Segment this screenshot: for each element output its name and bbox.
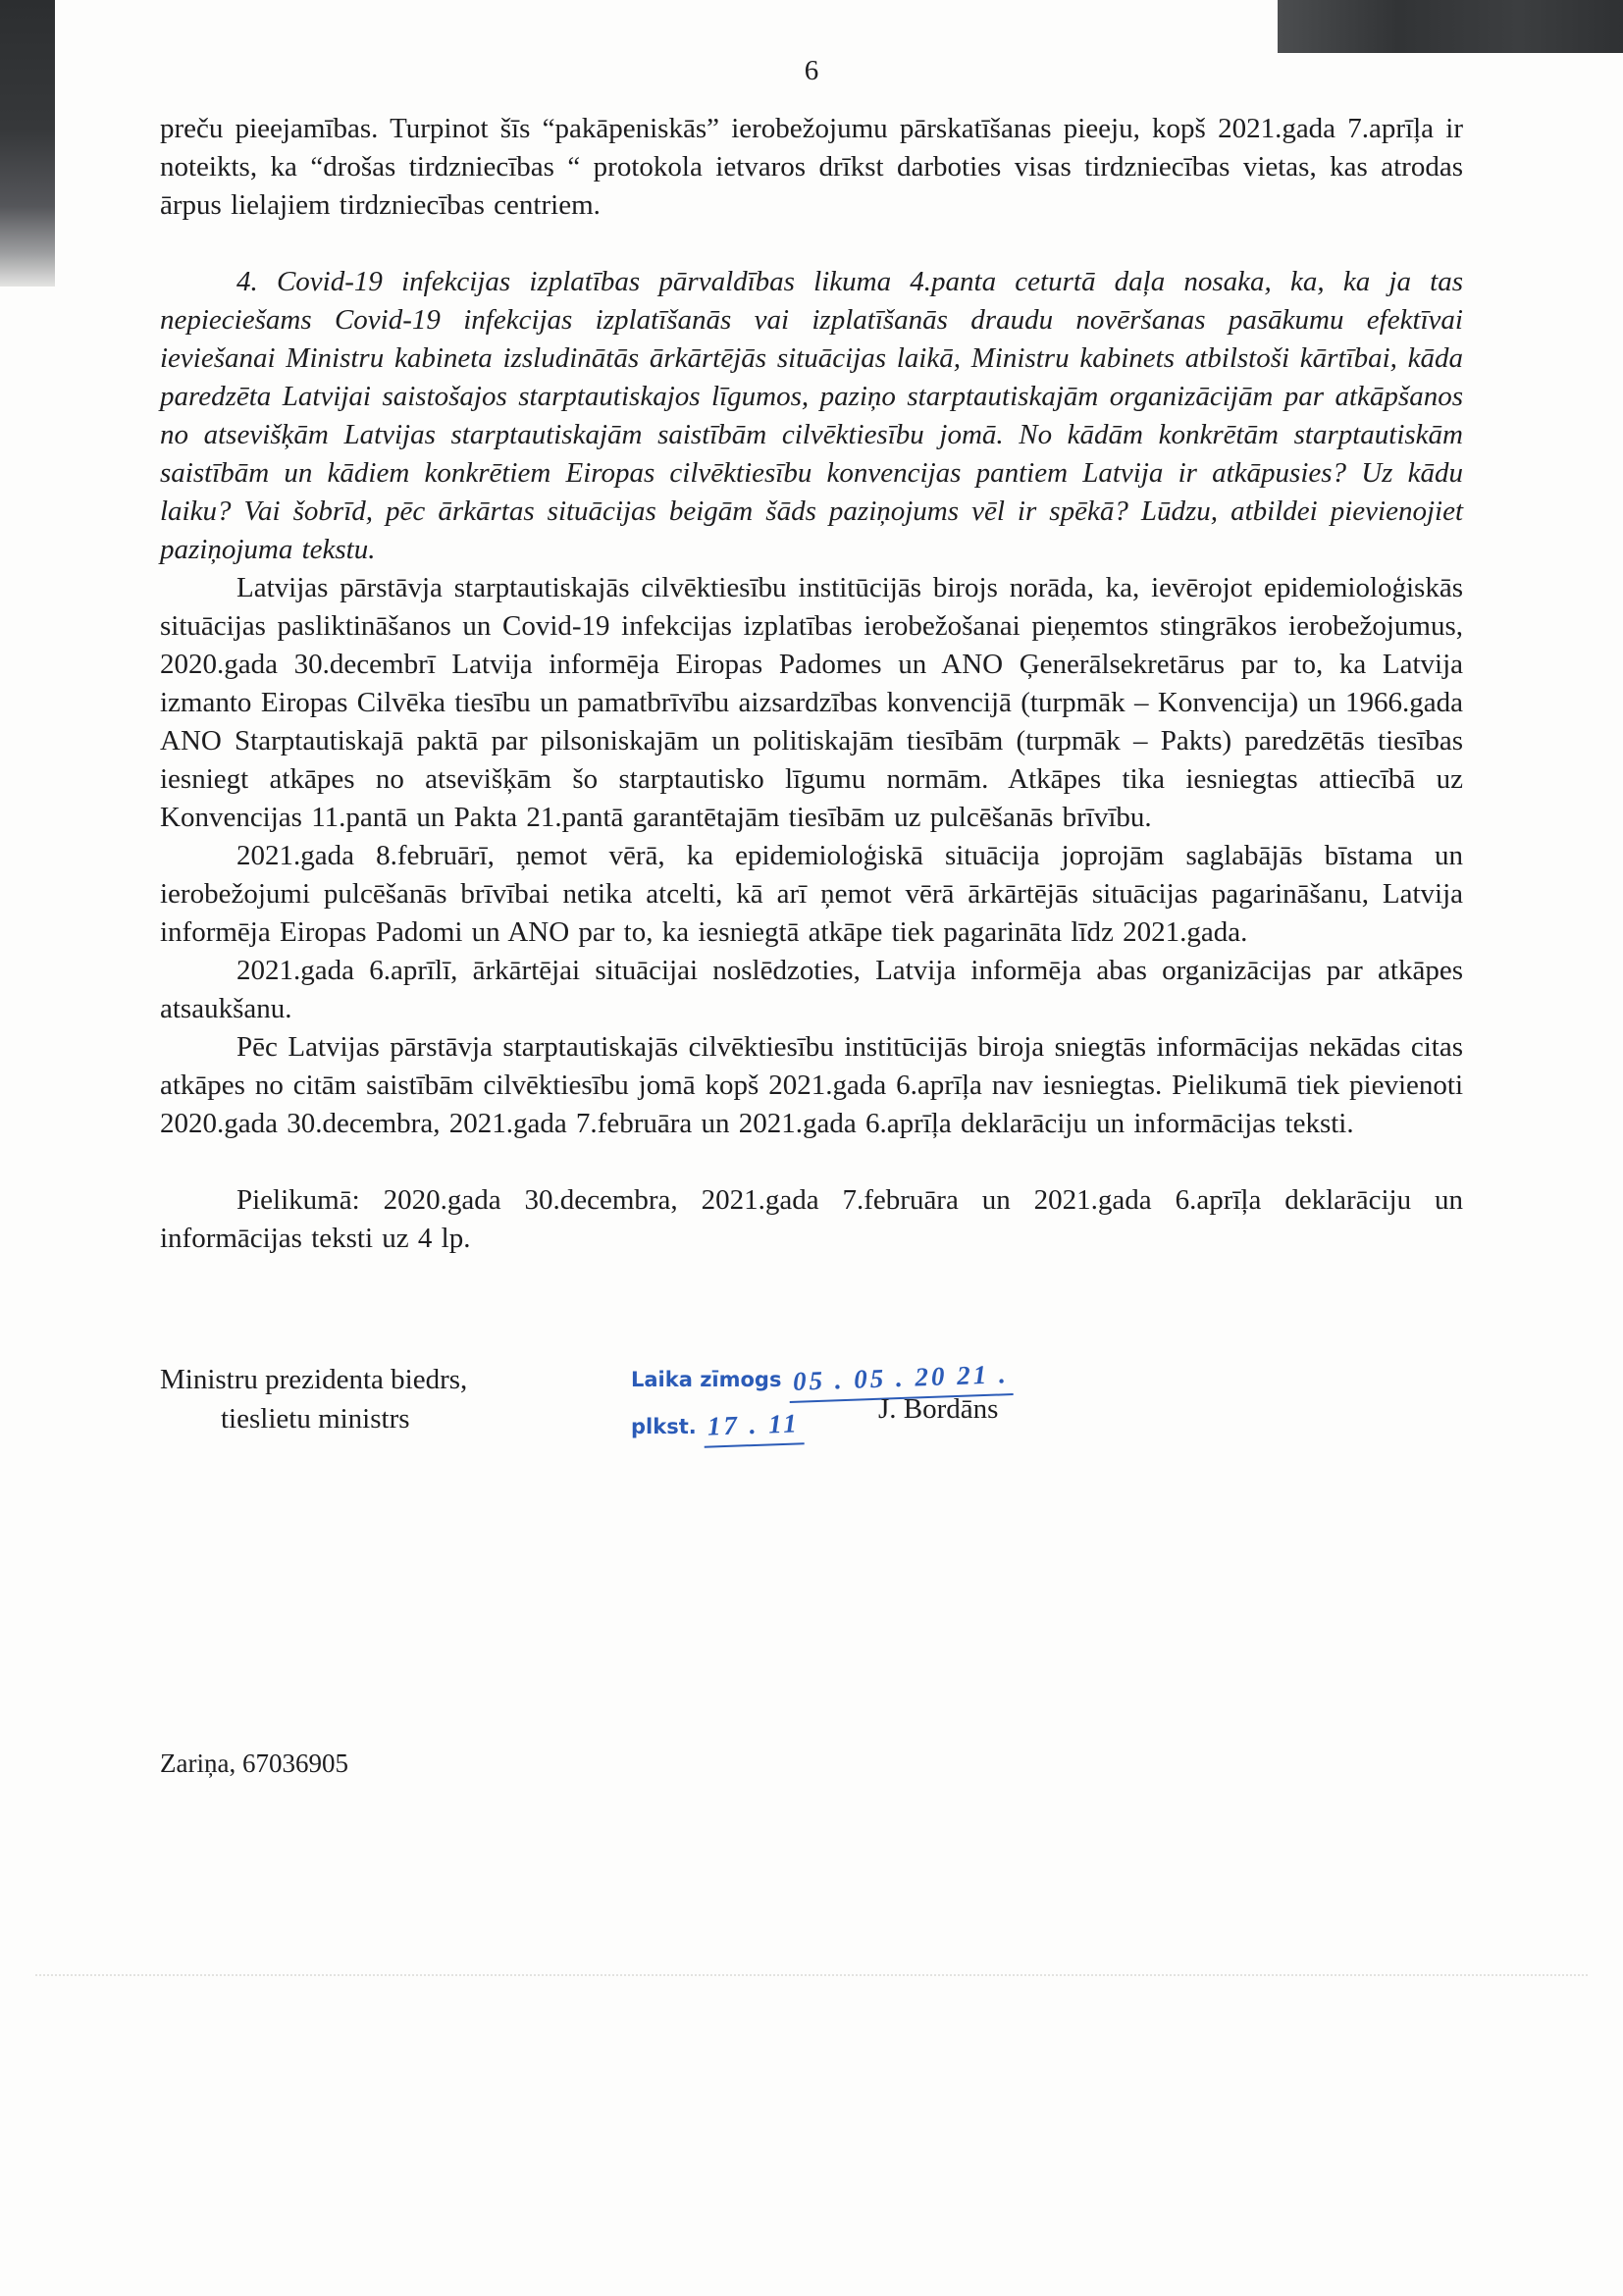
contact-person: Zariņa, 67036905 [160,1748,348,1778]
signer-role-line1: Ministru prezidenta biedrs, [160,1364,468,1395]
time-stamp-date-value: 05 . 05 . 20 21 . [788,1354,1013,1403]
signer-name: J. Bordāns [878,1393,999,1425]
question-paragraph: 4. Covid-19 infekcijas izplatības pārvaldības likuma 4.panta ceturtā daļa nosaka, ka, ka ja tas nepieciešams Covid-19 infekcijas izplatīšanās vai izplatīšanās draudu novēršanas pasākumu efektīvai ieviešanai Ministru kabineta izsludinātās ārkārtējās situācijas laikā, Ministru kabinets atbilstoši kārtībai, kāda paredzēta Latvijai saistošajos starptautiskajos līgumos, paziņo starptautiskajām organizācijām par atkāpšanos no atsevišķām Latvijas starptautiskajām saistībām cilvēktiesību jomā. No kādām konkrētām starptautiskām saistībām un kādiem konkrētiem Eiropas cilvēktiesību konvencijas pantiem Latvija ir atkāpusies? Uz kādu laiku? Vai šobrīd, pēc ārkārtas situācijas beigām šāds paziņojums vēl ir spēkā? Lūdzu, atbildei pievienojiet paziņojuma tekstu. [160,266,1463,565]
attachment-paragraph: Pielikumā: 2020.gada 30.decembra, 2021.gada 7.februāra un 2021.gada 6.aprīļa deklarāciju un informācijas teksti uz 4 lp. [160,1184,1463,1254]
scan-artifact-left-edge [0,0,55,287]
body-paragraph-conclusion: Pēc Latvijas pārstāvja starptautiskajās cilvēktiesību institūcijās biroja sniegtās informācijas nekādas citas atkāpes no citām saistībām cilvēktiesību jomā kopš 2021.gada 6.aprīļa nav iesniegtas. Pielikumā tiek pievienoti 2020.gada 30.decembra, 2021.gada 7.februāra un 2021.gada 6.aprīļa deklarāciju un informācijas teksti. [160,1031,1463,1139]
page-number: 6 [804,55,819,86]
time-stamp-date-label: Laika zīmogs [631,1368,782,1391]
body-paragraph-april: 2021.gada 6.aprīlī, ārkārtējai situācijai noslēdzoties, Latvija informēja abas organizācijas par atkāpes atsaukšanu. [160,955,1463,1024]
scan-artifact-faint-line [35,1974,1588,1976]
document-body [160,110,1463,1511]
time-stamp-date-line [631,1359,1012,1396]
signature-block [160,1359,1463,1511]
signer-role-line2: tieslietu ministrs [221,1403,410,1435]
body-paragraph-continuation: preču pieejamības. Turpinot šīs “pakāpeniskās” ierobežojumu pārskatīšanas pieeju, kopš 2021.gada 7.aprīļa ir noteikts, ka “drošas tirdzniecības “ protokola ietvaros drīkst darboties visas tirdzniecības vietas, kas atrodas ārpus lielajiem tirdzniecības centriem. [160,113,1463,221]
time-stamp-time-label: plkst. [631,1415,697,1438]
time-stamp-time-value: 17 . 11 [703,1403,804,1448]
body-paragraph-derogations: Latvijas pārstāvja starptautiskajās cilvēktiesību institūcijās birojs norāda, ka, ievērojot epidemioloģiskās situācijas pasliktināšanos un Covid-19 infekcijas izplatības ierobežošanai pieņemtos stingrākos ierobežojumus, 2020.gada 30.decembrī Latvija informēja Eiropas Padomes un ANO Ģenerālsekretārus par to, ka Latvija izmanto Eiropas Cilvēka tiesību un pamatbrīvību aizsardzības konvencijā (turpmāk – Konvencija) un 1966.gada ANO Starptautiskajā paktā par pilsoniskajām un politiskajām tiesībām (turpmāk – Pakts) paredzētās tiesības iesniegt atkāpes no atsevišķām šo starptautisko līgumu normām. Atkāpes tika iesniegtas attiecībā uz Konvencijas 11.pantā un Pakta 21.pantā garantētajām tiesībām uz pulcēšanās brīvību. [160,572,1463,833]
scan-artifact-top-right [1278,0,1623,53]
body-paragraph-february: 2021.gada 8.februārī, ņemot vērā, ka epidemioloģiskā situācija joprojām saglabājās bīstama un ierobežojumi pulcēšanās brīvībai netika atcelti, kā arī ņemot vērā ārkārtējās situācijas pagarināšanu, Latvija informēja Eiropas Padomi un ANO par to, ka iesniegtā atkāpe tiek pagarināta līdz 2021.gada. [160,840,1463,948]
